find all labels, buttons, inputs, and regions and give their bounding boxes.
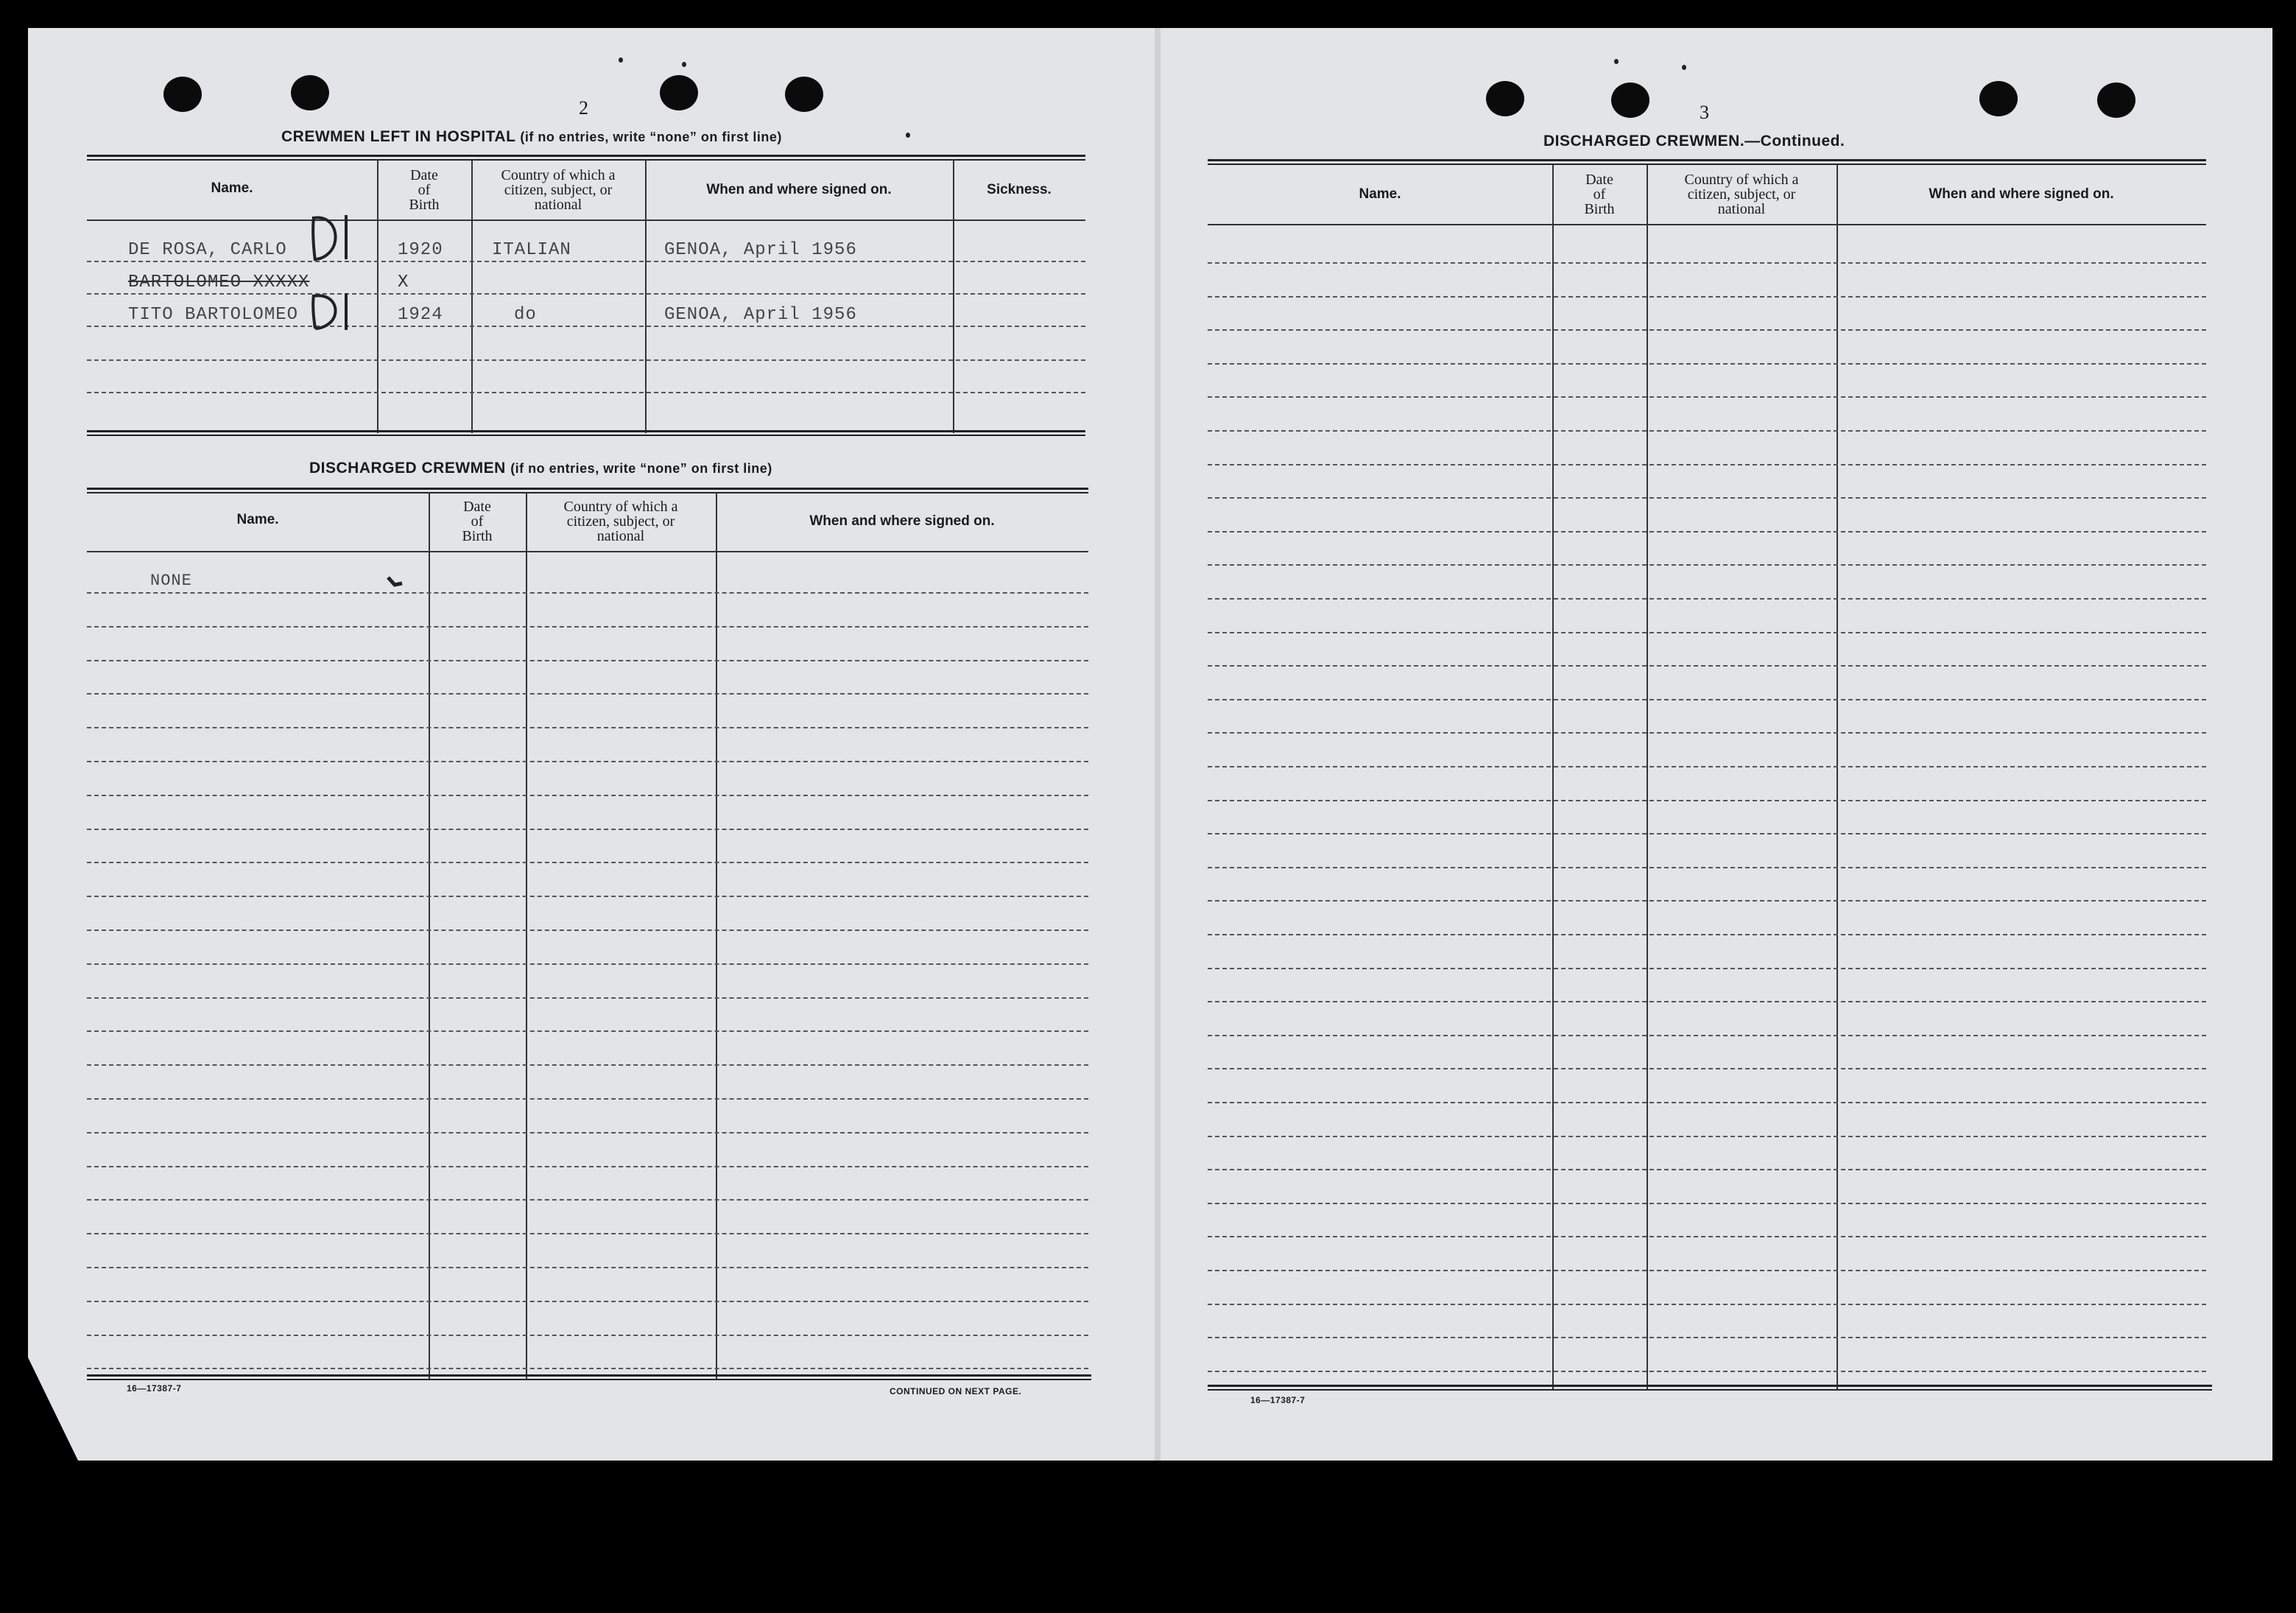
row-line: [1208, 766, 2206, 767]
ink-speck: [1614, 59, 1619, 64]
row-line: [87, 727, 1088, 728]
punch-hole-icon: [2097, 82, 2135, 118]
none-entry: NONE: [150, 572, 192, 590]
ink-tick-mark: [386, 574, 405, 591]
discharged-dob-header: Date of Birth: [462, 499, 493, 544]
hospital-dob-header: Date of Birth: [409, 167, 440, 213]
row-line: [1208, 564, 2206, 566]
ink-speck: [1682, 65, 1686, 70]
punch-hole-icon: [291, 75, 329, 110]
row-line: [1208, 262, 2206, 264]
row-line: [1208, 531, 2206, 533]
row-line: [1208, 867, 2206, 868]
row-line: [87, 963, 1088, 965]
row-line: [1208, 1102, 2206, 1103]
right-signed-header: When and where signed on.: [1929, 186, 2114, 202]
row-line: [87, 359, 1085, 361]
right-name-header: Name.: [1359, 186, 1401, 202]
handwritten-d1-mark: [308, 289, 355, 334]
row-line: [87, 1267, 1088, 1268]
row-line: [87, 1368, 1088, 1369]
right-header-rule: [1208, 224, 2206, 225]
row-line: [1208, 833, 2206, 834]
punch-hole-icon: [1979, 81, 2018, 116]
row-line: [87, 392, 1085, 393]
right-dob-header: Date of Birth: [1584, 172, 1615, 217]
discharged-country-header: Country of which a citizen, subject, or national: [563, 499, 678, 544]
row-line: [87, 693, 1088, 695]
crewman-dob: 1924: [398, 305, 443, 325]
row-line: [87, 1335, 1088, 1336]
continued-section-title: DISCHARGED CREWMEN.—Continued.: [1543, 133, 1845, 150]
right-page: [1158, 28, 2272, 1461]
row-line: [1208, 363, 2206, 365]
row-line: [1208, 1270, 2206, 1271]
row-line: [1208, 900, 2206, 902]
row-line: [1208, 699, 2206, 700]
discharged-col-divider: [429, 492, 430, 1379]
page-number: 3: [1700, 102, 1709, 123]
right-col-divider: [1552, 165, 1554, 1391]
discharged-section-title: [309, 460, 772, 477]
row-line: [1208, 1203, 2206, 1204]
hospital-signed-header: When and where signed on.: [706, 182, 892, 197]
row-line: [87, 592, 1088, 594]
right-col-divider: [1837, 165, 1838, 1391]
punch-hole-icon: [660, 75, 698, 110]
row-line: [87, 795, 1088, 796]
handwritten-d1-mark: [308, 209, 355, 268]
right-col-divider: [1647, 165, 1648, 1391]
row-line: [87, 1166, 1088, 1167]
crewman-dob: 1920: [398, 240, 443, 260]
continued-note: CONTINUED ON NEXT PAGE.: [890, 1386, 1022, 1396]
hospital-sickness-header: Sickness.: [987, 182, 1052, 197]
row-line: [1208, 1169, 2206, 1170]
crewman-country: do: [514, 305, 537, 325]
hospital-country-header: Country of which a citizen, subject, or national: [501, 167, 616, 213]
crewman-name-struck: BARTOLOMEO XXXXX: [128, 273, 310, 292]
row-line: [87, 293, 1085, 295]
row-line: [1208, 497, 2206, 499]
row-line: [1208, 632, 2206, 633]
hospital-header-rule: [87, 219, 1085, 221]
row-line: [87, 1132, 1088, 1134]
discharged-title: DISCHARGED CREWMEN: [309, 460, 506, 477]
row-line: [1208, 968, 2206, 969]
right-bottom-rule: [1208, 1385, 2212, 1391]
ink-speck: [682, 62, 686, 67]
discharged-header-rule: [87, 551, 1088, 552]
page-number: 2: [579, 97, 588, 119]
hospital-name-header: Name.: [211, 180, 253, 196]
crewman-signed-on: GENOA, April 1956: [664, 305, 857, 325]
form-number: 16—17387-7: [1250, 1395, 1306, 1405]
row-line: [1208, 296, 2206, 298]
punch-hole-icon: [1486, 81, 1524, 116]
form-number: 16—17387-7: [127, 1383, 182, 1394]
row-line: [87, 1199, 1088, 1201]
discharged-col-divider: [526, 492, 527, 1379]
punch-hole-icon: [785, 77, 823, 112]
row-line: [1208, 1337, 2206, 1338]
row-line: [87, 261, 1085, 262]
row-line: [87, 1064, 1088, 1066]
crewman-name: TITO BARTOLOMEO: [128, 305, 299, 325]
ink-speck: [619, 57, 623, 63]
row-line: [1208, 1136, 2206, 1137]
discharged-name-header: Name.: [236, 512, 279, 527]
right-country-header: Country of which a citizen, subject, or national: [1684, 172, 1799, 217]
row-line: [1208, 430, 2206, 432]
row-line: [87, 326, 1085, 327]
discharged-top-rule: [87, 488, 1088, 493]
row-line: [87, 930, 1088, 931]
row-line: [87, 1098, 1088, 1100]
crewman-signed-on: GENOA, April 1956: [664, 240, 857, 260]
discharged-bottom-rule: [87, 1374, 1091, 1380]
row-line: [1208, 800, 2206, 801]
row-line: [87, 761, 1088, 762]
crewman-country: ITALIAN: [492, 240, 571, 260]
row-line: [1208, 1001, 2206, 1002]
row-line: [1208, 732, 2206, 734]
row-line: [87, 862, 1088, 863]
hospital-title: CREWMEN LEFT IN HOSPITAL: [281, 128, 516, 145]
discharged-col-divider: [716, 492, 717, 1379]
punch-hole-icon: [1611, 82, 1649, 118]
row-line: [1208, 1371, 2206, 1372]
discharged-signed-header: When and where signed on.: [809, 513, 995, 529]
hospital-bottom-rule: [87, 430, 1085, 436]
row-line: [1208, 329, 2206, 331]
row-line: [87, 896, 1088, 897]
row-line: [1208, 665, 2206, 667]
page-fold: [1155, 28, 1161, 1461]
row-line: [87, 626, 1088, 628]
row-line: [87, 1030, 1088, 1032]
row-line: [87, 660, 1088, 661]
hospital-top-rule: [87, 155, 1085, 161]
row-line: [1208, 1236, 2206, 1237]
crewman-dob-struck: X: [398, 273, 409, 292]
row-line: [87, 1301, 1088, 1302]
row-line: [87, 1233, 1088, 1234]
row-line: [1208, 934, 2206, 935]
row-line: [1208, 1304, 2206, 1305]
row-line: [1208, 396, 2206, 398]
row-line: [1208, 598, 2206, 600]
row-line: [87, 829, 1088, 830]
ink-speck: [906, 133, 910, 138]
crewman-name: DE ROSA, CARLO: [128, 240, 287, 260]
row-line: [1208, 1035, 2206, 1036]
row-line: [1208, 1068, 2206, 1069]
right-top-rule: [1208, 159, 2206, 165]
discharged-instruction: (if no entries, write “none” on first line): [510, 461, 772, 476]
hospital-instruction: (if no entries, write “none” on first line): [520, 130, 782, 144]
punch-hole-icon: [163, 77, 202, 112]
hospital-section-title: [281, 128, 782, 146]
row-line: [1208, 464, 2206, 465]
row-line: [87, 997, 1088, 999]
